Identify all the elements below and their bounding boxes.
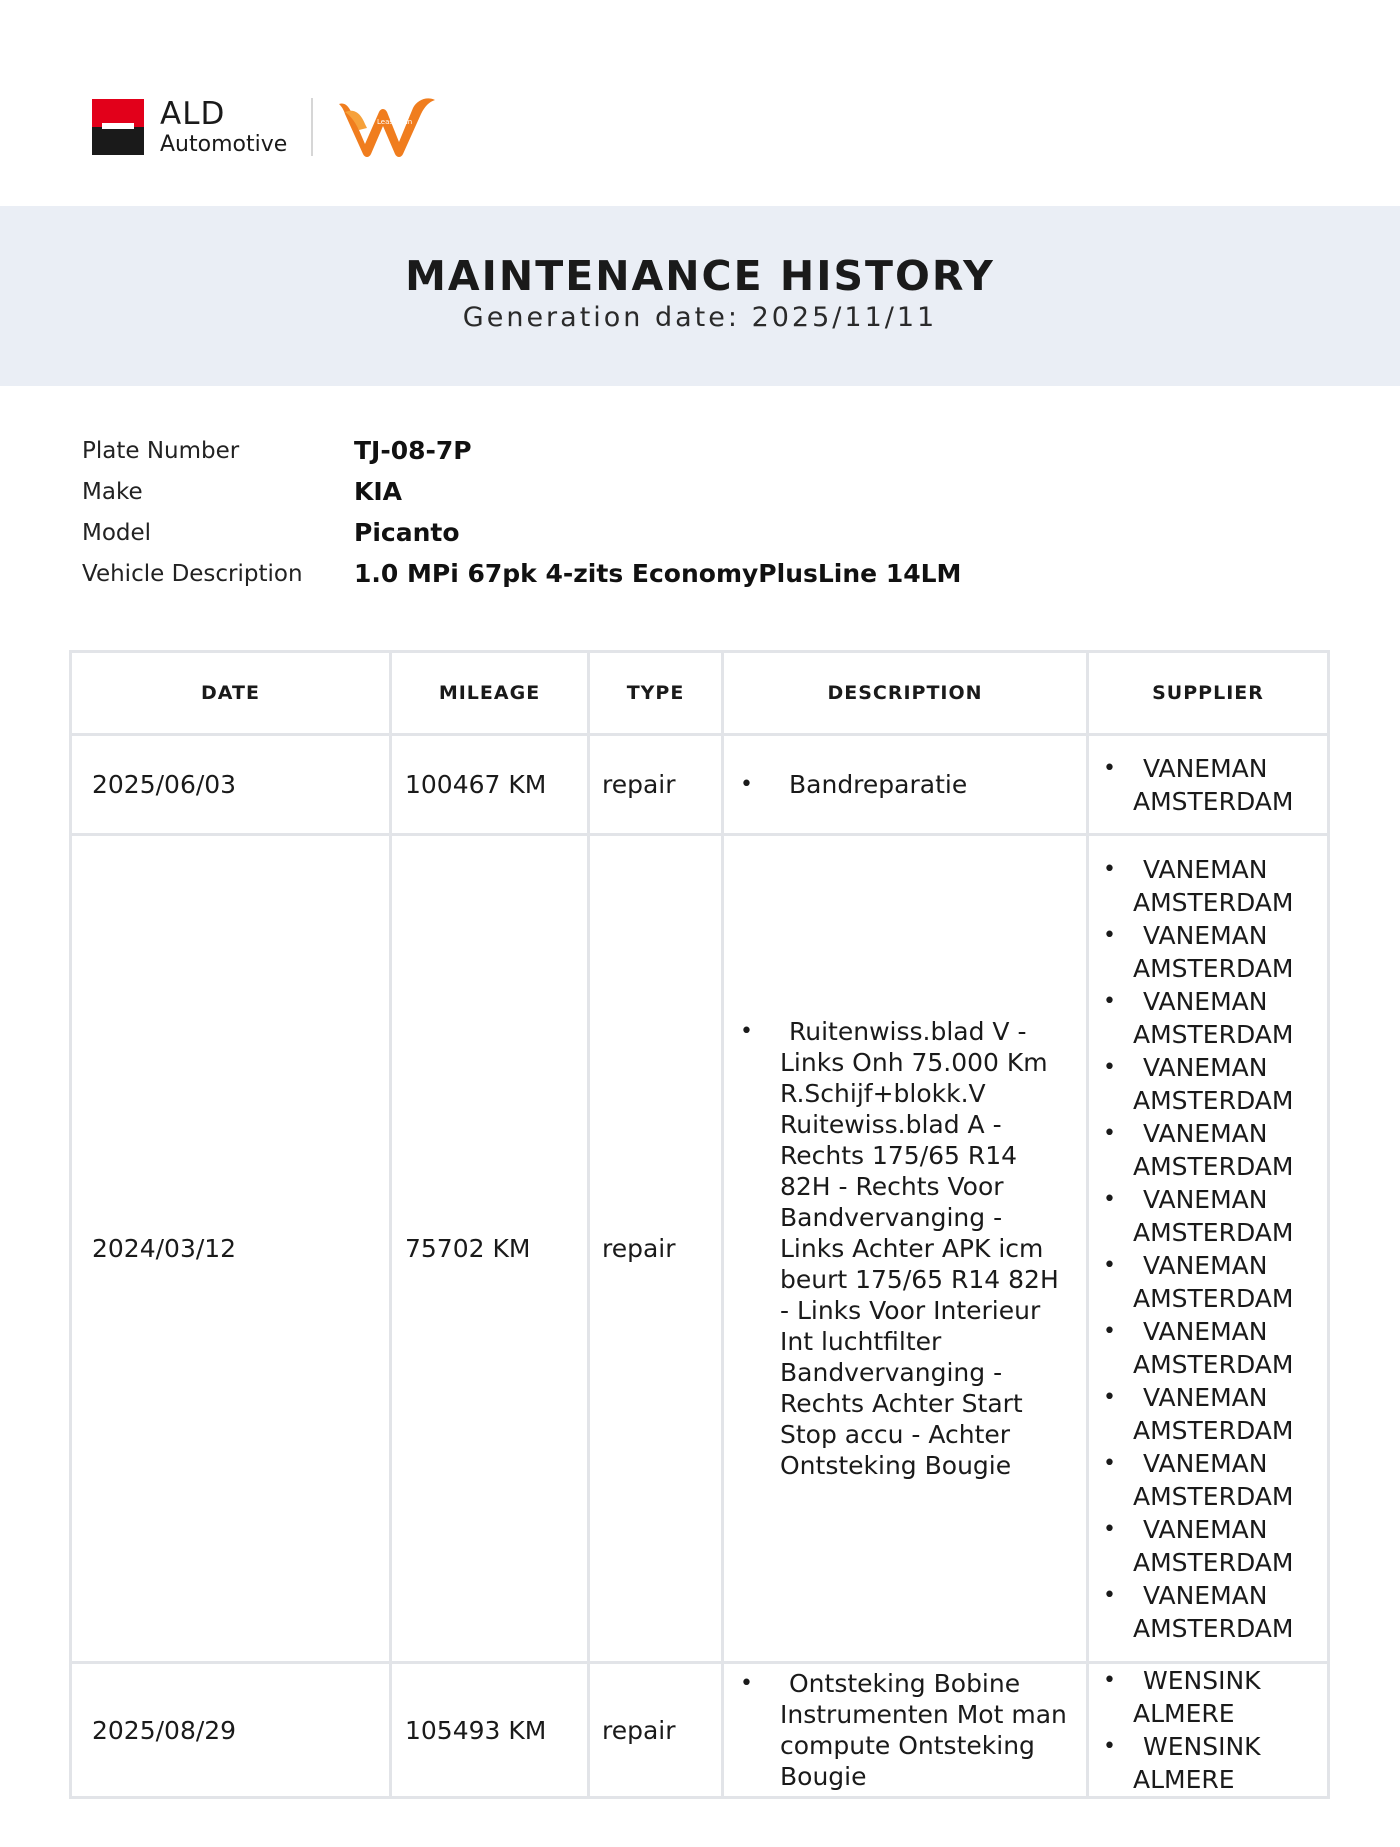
ald-logo-line2: Automotive [160, 131, 288, 157]
column-header-type: TYPE [589, 652, 723, 735]
description-item [736, 1668, 1074, 1792]
supplier-text: • VANEMAN AMSTERDAM [1133, 1382, 1294, 1445]
supplier-item [1099, 1051, 1317, 1117]
supplier-item [1099, 1664, 1317, 1730]
logo-divider [311, 98, 313, 156]
cell-description [723, 735, 1088, 835]
cell-type: repair [589, 735, 723, 835]
supplier-item [1099, 1315, 1317, 1381]
table-row [71, 1663, 1329, 1798]
supplier-item [1099, 853, 1317, 919]
supplier-text: • VANEMAN AMSTERDAM [1133, 920, 1294, 983]
cell-type: repair [589, 1663, 723, 1798]
ald-logo-text [160, 95, 288, 157]
supplier-item [1099, 1513, 1317, 1579]
supplier-text: • VANEMAN AMSTERDAM [1133, 1250, 1294, 1313]
generation-date-value: 2025/11/11 [751, 302, 938, 333]
vehicle-info [82, 430, 961, 594]
page-title: MAINTENANCE HISTORY [405, 252, 995, 300]
leaseplan-logo-text: LeasePlan [377, 118, 413, 126]
supplier-item [1099, 1117, 1317, 1183]
cell-mileage: 105493 KM [391, 1663, 589, 1798]
header-logos [92, 92, 439, 162]
make-value: KIA [354, 477, 403, 506]
model-label: Model [82, 519, 152, 546]
info-row-make [82, 471, 961, 512]
table-row [71, 735, 1329, 835]
supplier-text: • VANEMAN AMSTERDAM [1133, 1580, 1294, 1643]
ald-logo-icon [92, 99, 144, 155]
supplier-text: • WENSINK ALMERE [1133, 1666, 1261, 1728]
supplier-item [1099, 919, 1317, 985]
maintenance-table [69, 650, 1330, 1799]
title-band [0, 206, 1400, 386]
column-header-supplier: SUPPLIER [1088, 652, 1329, 735]
info-row-model [82, 512, 961, 553]
cell-mileage: 100467 KM [391, 735, 589, 835]
cell-date: 2025/06/03 [71, 735, 391, 835]
cell-date: 2025/08/29 [71, 1663, 391, 1798]
table-row [71, 835, 1329, 1663]
info-row-description [82, 553, 961, 594]
generation-date-line [0, 302, 1400, 333]
vehicle-description-value: 1.0 MPi 67pk 4-zits EconomyPlusLine 14LM [354, 559, 962, 588]
description-item [736, 1016, 1074, 1481]
cell-date: 2024/03/12 [71, 835, 391, 1663]
description-text: • Ontsteking Bobine Instrumenten Mot man compute Ontsteking Bougie [780, 1669, 1067, 1791]
supplier-item [1099, 1579, 1317, 1645]
supplier-item [1099, 1183, 1317, 1249]
plate-value: TJ-08-7P [354, 436, 472, 465]
cell-supplier [1088, 735, 1329, 835]
generation-date-label: Generation date: [462, 302, 740, 333]
description-text: • Ruitenwiss.blad V - Links Onh 75.000 Km R.Schijf+blokk.V Ruitewiss.blad A - Rechts 175/65 R14 82H - Rechts Voor Bandvervanging - Links Achter APK icm beurt 175/65 R14 82H - Links Voor Interieur Int luchtfilter Bandvervanging - Rechts Achter Start Stop accu - Achter Ontsteking Bougie [780, 1017, 1059, 1480]
description-text: • Bandreparatie [789, 770, 968, 799]
supplier-item [1099, 1447, 1317, 1513]
supplier-text: • VANEMAN AMSTERDAM [1133, 1316, 1294, 1379]
plate-label: Plate Number [82, 437, 240, 464]
supplier-text: • VANEMAN AMSTERDAM [1133, 753, 1294, 816]
column-header-mileage: MILEAGE [391, 652, 589, 735]
supplier-item [1099, 985, 1317, 1051]
supplier-text: • VANEMAN AMSTERDAM [1133, 854, 1294, 917]
model-value: Picanto [354, 518, 460, 547]
column-header-description: DESCRIPTION [723, 652, 1088, 735]
supplier-text: • VANEMAN AMSTERDAM [1133, 1118, 1294, 1181]
cell-description [723, 1663, 1088, 1798]
cell-description [723, 835, 1088, 1663]
supplier-text: • VANEMAN AMSTERDAM [1133, 1514, 1294, 1577]
make-label: Make [82, 478, 143, 505]
table-header-row [71, 652, 1329, 735]
supplier-text: • VANEMAN AMSTERDAM [1133, 986, 1294, 1049]
supplier-text: • VANEMAN AMSTERDAM [1133, 1184, 1294, 1247]
supplier-text: • VANEMAN AMSTERDAM [1133, 1052, 1294, 1115]
ald-logo-line1: ALD [160, 95, 226, 132]
supplier-item [1099, 752, 1317, 818]
supplier-text: • WENSINK ALMERE [1133, 1732, 1261, 1794]
supplier-item [1099, 1730, 1317, 1796]
supplier-item [1099, 1381, 1317, 1447]
leaseplan-logo-icon [335, 94, 439, 160]
cell-type: repair [589, 835, 723, 1663]
description-item [736, 769, 1074, 800]
cell-mileage: 75702 KM [391, 835, 589, 1663]
cell-supplier [1088, 1663, 1329, 1798]
supplier-item [1099, 1249, 1317, 1315]
info-row-plate [82, 430, 961, 471]
supplier-text: • VANEMAN AMSTERDAM [1133, 1448, 1294, 1511]
cell-supplier [1088, 835, 1329, 1663]
column-header-date: DATE [71, 652, 391, 735]
vehicle-description-label: Vehicle Description [82, 560, 303, 587]
